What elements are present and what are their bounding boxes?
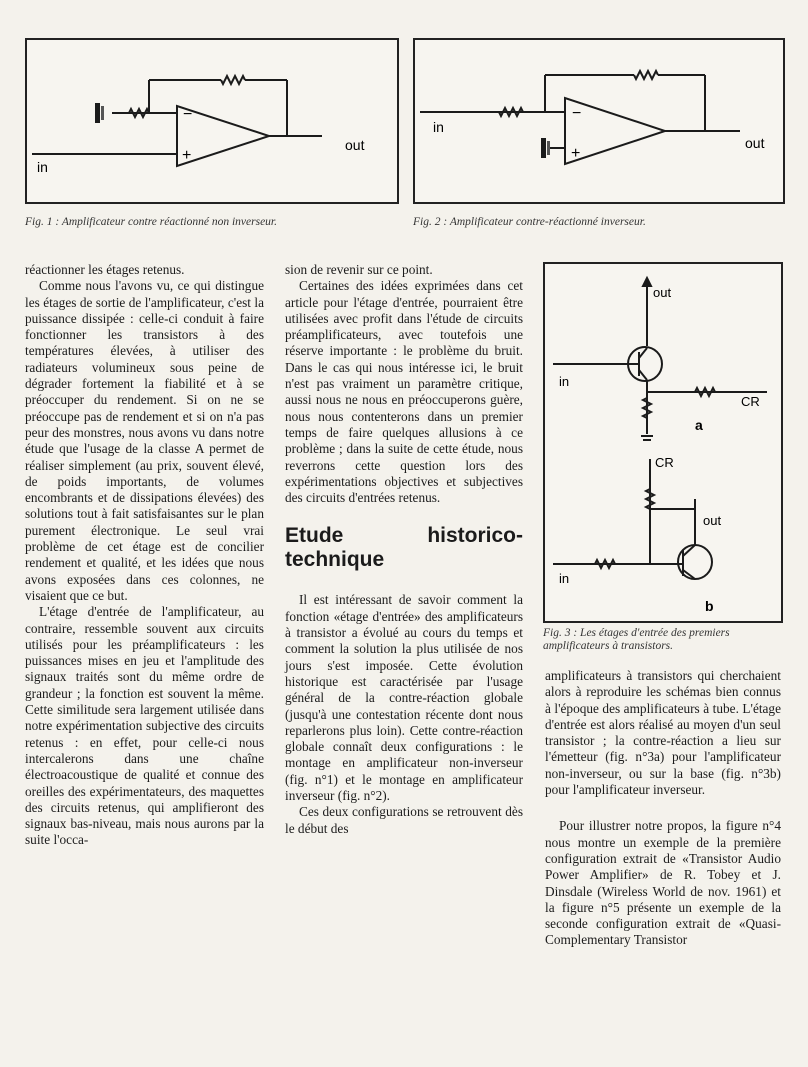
fig1-in-label: in (37, 159, 48, 175)
fig2-out-label: out (745, 135, 765, 151)
figure-3-schematic (545, 264, 781, 621)
figure-3 (543, 262, 783, 623)
col3-paragraph-2: Pour illustrer notre propos, la figure n°4 nous montre un exemple de la première configuration extrait de «Transistor Audio Power Amplifier» de R. Tobey et J. Dinsdale (Wireless World de nov. 1961) et la figure n°5 présente un exemple de la seconde configuration extrait de «Quasi-Complementary Transistor (545, 818, 781, 948)
figure-2-caption: Fig. 2 : Amplificateur contre-réactionné inverseur. (413, 216, 646, 228)
column-3 (545, 668, 781, 949)
feedback-resistor (221, 76, 245, 84)
col3-paragraph-1: amplificateurs à transistors qui cherchaient alors à reproduire les schémas bien connus à l'époque des amplificateurs à tube. L'étage d'entrée est alors réalisé au moyen d'un seul transistor ; la contre-réaction a lieu sur l'émetteur (fig. n°3a) pour l'amplificateur non-inverseur, ou sur la base (fig. n°3b) pour l'amplificateur inverseur. (545, 668, 781, 798)
figure-2-schematic (415, 40, 783, 202)
figure-3-caption: Fig. 3 : Les étages d'entrée des premiers amplificateurs à transistors. (543, 627, 730, 652)
svg-text:+: + (571, 145, 581, 162)
svg-text:CR: CR (741, 394, 760, 409)
fig1-out-label: out (345, 137, 365, 153)
input-resistor (499, 108, 523, 116)
col1-paragraph-1: réactionner les étages retenus. (25, 262, 185, 277)
col1-paragraph-3: L'étage d'entrée de l'amplificateur, au contraire, ressemble souvent aux circuits utilisés pour les préamplificateurs : les puissances mises en jeu et l'amplitude des signaux traités sont du même ordre de grandeur ; la fonction est souvent la même. Cette similitude sera largement utilisée dans notre expérimentation subjective des circuits retenus : en effet, pour celle-ci nous intercalerons dans une chaîne électroacoustique de qualité et connue des oreilles des expérimentateurs, des maquettes des circuits retenus, qui amplifieront des signaux bas-niveau, mais nous aurons par la suite l'occa- (25, 604, 264, 848)
fig2-in-label: in (433, 119, 444, 135)
svg-text:−: − (572, 105, 582, 122)
svg-text:−: − (183, 106, 193, 123)
svg-text:a: a (695, 417, 703, 433)
svg-text:in: in (559, 571, 570, 586)
svg-text:+: + (182, 147, 192, 164)
figure-2 (413, 38, 785, 204)
svg-text:in: in (559, 374, 570, 389)
figure-1 (25, 38, 399, 204)
svg-text:out: out (653, 285, 672, 300)
section-heading: Etude historico-technique (285, 524, 523, 572)
col2-paragraph-4: Ces deux configurations se retrouvent dès le début des (285, 804, 523, 836)
feedback-resistor (634, 71, 658, 79)
column-2 (285, 262, 523, 837)
ground-symbol (541, 138, 546, 158)
ground-symbol (95, 103, 100, 123)
figure-1-schematic (27, 40, 397, 202)
figure-1-caption: Fig. 1 : Amplificateur contre réactionné non inverseur. (25, 216, 277, 228)
col1-paragraph-2: Comme nous l'avons vu, ce qui distingue les étages de sortie de l'amplificateur, c'est la puissance dissipée : celle-ci conduit à faire fonctionner les transistors à des températures élevées, à utiliser des radiateurs volumineux sous peine de dégrader fortement la fiabilité et à se préoccuper du rendement. Si on ne se préoccupe pas de rendement et si on n'a pas peur des monstres, nous avons vu dans notre étude que l'usage de la classe A permet de réaliser simplement (au prix, souvent élevé, de poids importants, de volumes encombrants et de dissipations élevées) des solutions tout à fait satisfaisantes sur le plan purement électronique. Le seul vrai problème de cet étage est de concilier rendement et qualité, et les idées que nous avons exposées dans ces colonnes, ne visaient que ce but. (25, 278, 264, 603)
column-1 (25, 262, 264, 849)
col2-paragraph-1: sion de revenir sur ce point. (285, 262, 433, 277)
svg-text:b: b (705, 598, 714, 614)
svg-text:CR: CR (655, 455, 674, 470)
svg-text:out: out (703, 513, 722, 528)
col2-paragraph-2: Certaines des idées exprimées dans cet article pour l'étage d'entrée, pourraient être utilisées avec profit dans l'étude de circuits préamplificateurs, avec toutefois une réserve importante : le problème du bruit. Dans le cas qui nous intéresse ici, le bruit n'est pas vraiment un paramètre critique, aussi nous ne nous en préoccuperons guère, nous nous contenterons dans un premier temps de faire quelques allusions à ce problème ; dans la suite de cette étude, nous reverrons cette question lors des expérimentations objectives et subjectives des circuits d'entrées retenus. (285, 278, 523, 506)
col2-paragraph-3: Il est intéressant de savoir comment la fonction «étage d'entrée» des amplificateurs à transistor a évolué au cours du temps et comment la solution la plus utilisée de nos jours s'est imposée. Cette évolution historique est caractérisée par l'usage général de la contre-réaction globale (jusqu'à une contestation récente dont nous reparlerons plus loin). Cette contre-réaction globale connaît deux configurations : le montage en amplificateur non-inverseur (fig. n°1) et le montage en amplificateur inverseur (fig. n°2). (285, 592, 523, 804)
